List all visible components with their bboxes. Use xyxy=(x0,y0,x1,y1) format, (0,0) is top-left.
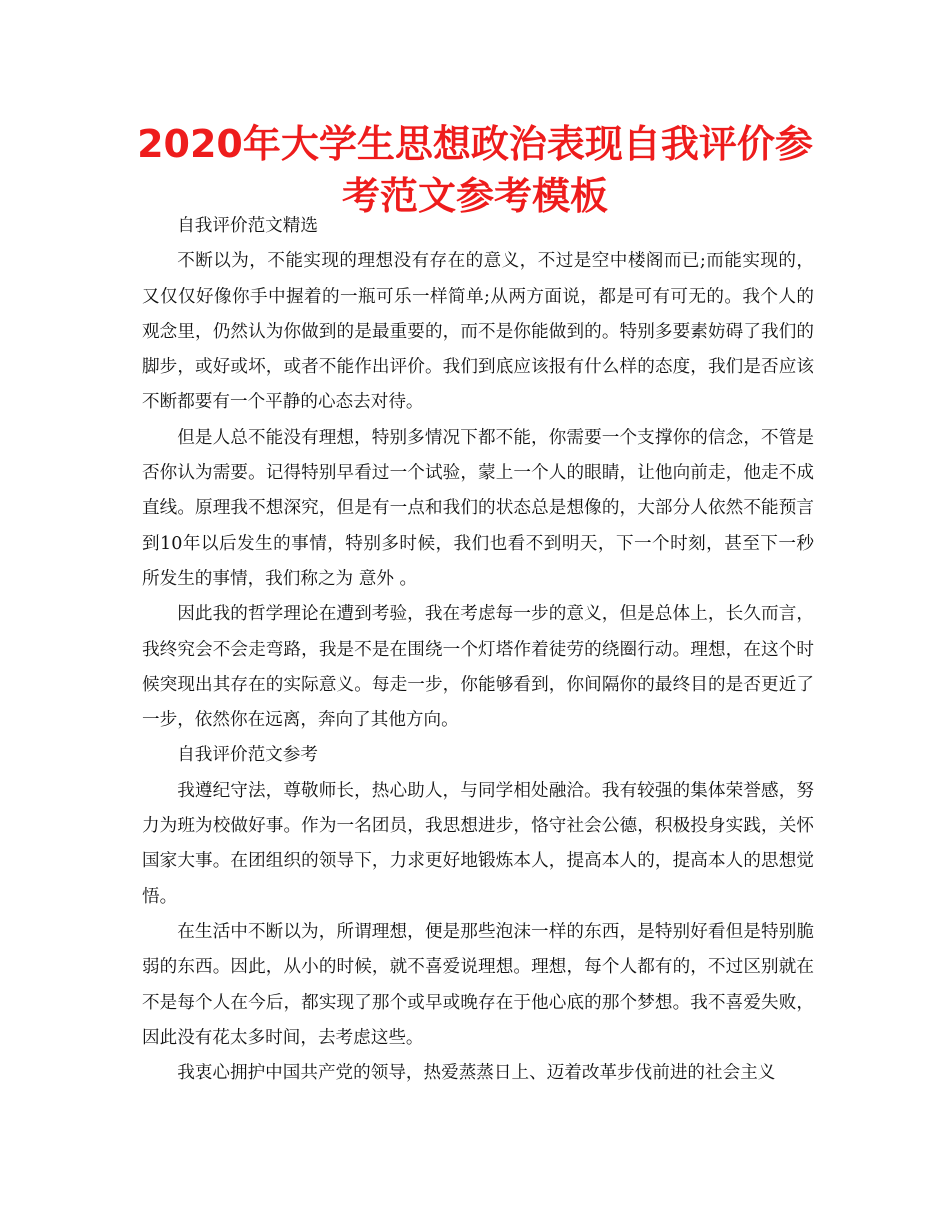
document-title: 2020年大学生思想政治表现自我评价参考范文参考模板 xyxy=(137,122,813,218)
section-heading: 自我评价范文精选 xyxy=(177,216,318,236)
section-heading: 自我评价范文参考 xyxy=(177,745,318,766)
body-paragraph: 因此我的哲学理论在遭到考验，我在考虑每一步的意义，但是总体上，长久而言，我终究会不会走弯路，我是不是在围绕一个灯塔作着徒劳的绕圈行动。理想，在这个时候突现出其存在的实际意义。每走一步，你能够看到，你间隔你的最终目的是否更近了一步，依然你在远离，奔向了其他方向。 xyxy=(142,604,814,731)
body-paragraph: 不断以为，不能实现的理想没有存在的意义，不过是空中楼阁而已;而能实现的，又仅仅好像你手中握着的一瓶可乐一样简单;从两方面说，都是可有可无的。我个人的观念里，仍然认为你做到的是最重要的，而不是你能做到的。特别多要素妨碍了我们的脚步，或好或坏，或者不能作出评价。我们到底应该报有什么样的态度，我们是否应该不断都要有一个平静的心态去对待。 xyxy=(142,251,814,413)
body-paragraph: 但是人总不能没有理想，特别多情况下都不能，你需要一个支撑你的信念，不管是否你认为需要。记得特别早看过一个试验，蒙上一个人的眼睛，让他向前走，他走不成直线。原理我不想深究，但是有一点和我们的状态总是想像的，大部分人依然不能预言到10年以后发生的事情，特别多时候，我们也看不到明天，下一个时刻，甚至下一秒所发生的事情，我们称之为 意外 。 xyxy=(142,427,814,589)
body-paragraph: 我遵纪守法，尊敬师长，热心助人，与同学相处融洽。我有较强的集体荣誉感，努力为班为校做好事。作为一名团员，我思想进步，恪守社会公德，积极投身实践，关怀国家大事。在团组织的领导下，力求更好地锻炼本人，提高本人的，提高本人的思想觉悟。 xyxy=(142,780,814,907)
body-paragraph: 我衷心拥护中国共产党的领导，热爱蒸蒸日上、迈着改革步伐前进的社会主义 xyxy=(177,1063,776,1084)
document-body xyxy=(142,209,814,1091)
body-paragraph: 在生活中不断以为，所谓理想，便是那些泡沫一样的东西，是特别好看但是特别脆弱的东西。因此，从小的时候，就不喜爱说理想。理想，每个人都有的，不过区别就在不是每个人在今后，都实现了那个或早或晚存在于他心底的那个梦想。我不喜爱失败，因此没有花太多时间，去考虑这些。 xyxy=(142,921,814,1048)
